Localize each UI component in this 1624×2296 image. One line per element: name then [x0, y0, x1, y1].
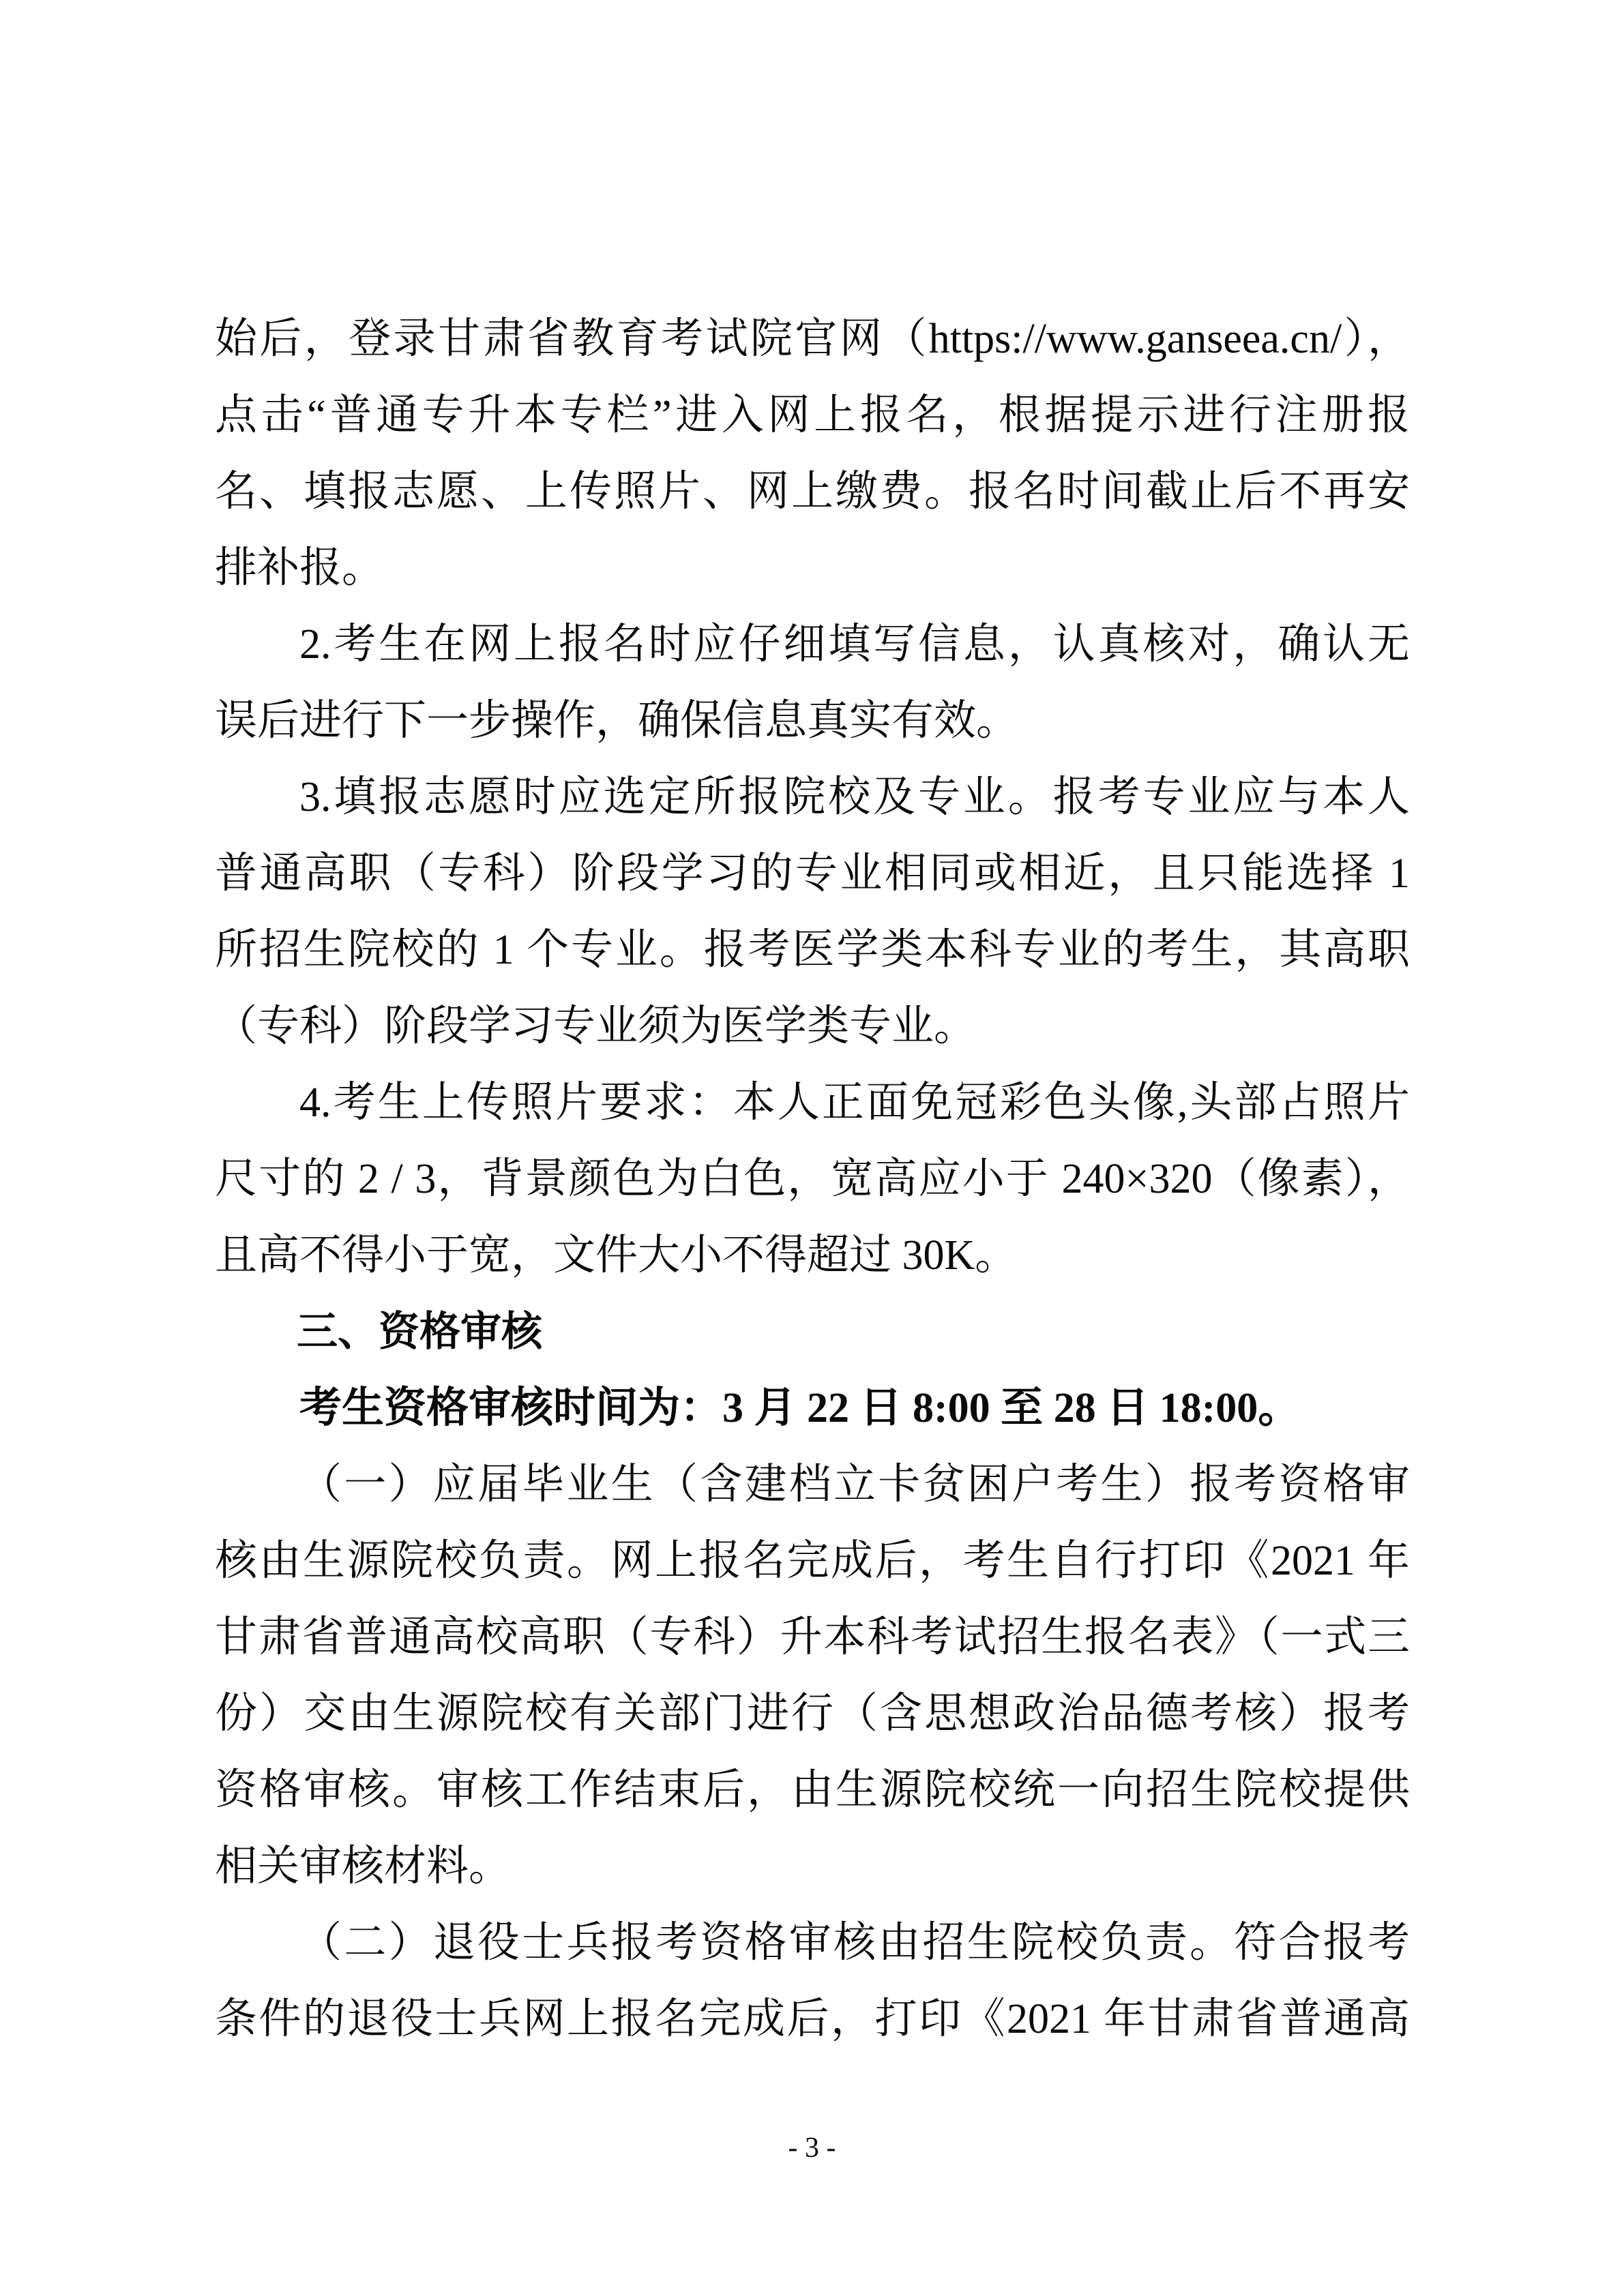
- text-line: 所招生院校的 1 个专业。报考医学类本科专业的考生，其高职: [215, 927, 1410, 973]
- text-line: 4.考生上传照片要求：本人正面免冠彩色头像,头部占照片: [299, 1079, 1410, 1126]
- text-line: 始后，登录甘肃省教育考试院官网（https://www.ganseea.cn/），: [215, 316, 1410, 362]
- text-line: 排补报。: [215, 545, 385, 591]
- text-line: 点击“普通专升本专栏”进入网上报名，根据提示进行注册报: [215, 392, 1410, 438]
- text-line: 相关审核材料。: [215, 1843, 512, 1890]
- text-line: 尺寸的 2 / 3，背景颜色为白色，宽高应小于 240×320（像素），: [215, 1156, 1410, 1202]
- text-line: 2.考生在网上报名时应仔细填写信息，认真核对，确认无: [299, 621, 1410, 668]
- section-heading: 三、资格审核: [297, 1309, 542, 1354]
- text-line: 核由生源院校负责。网上报名完成后，考生自行打印《2021 年: [215, 1538, 1410, 1584]
- text-line: 误后进行下一步操作，确保信息真实有效。: [215, 698, 1019, 744]
- text-line: 且高不得小于宽，文件大小不得超过 30K。: [215, 1232, 1018, 1279]
- text-line: 考生资格审核时间为：3 月 22 日 8:00 至 28 日 18:00。: [299, 1385, 1301, 1431]
- text-block: [215, 301, 1410, 2057]
- text-line: 普通高职（专科）阶段学习的专业相同或相近，且只能选择 1: [215, 850, 1410, 897]
- text-line: 3.填报志愿时应选定所报院校及专业。报考专业应与本人: [299, 774, 1410, 820]
- text-line: （专科）阶段学习专业须为医学类专业。: [215, 1003, 977, 1049]
- text-line: （二）退役士兵报考资格审核由招生院校负责。符合报考: [299, 1920, 1410, 1966]
- text-line: 条件的退役士兵网上报名完成后，打印《2021 年甘肃省普通高: [215, 1996, 1410, 2042]
- text-line: 名、填报志愿、上传照片、网上缴费。报名时间截止后不再安: [215, 468, 1410, 515]
- page-number: - 3 -: [788, 2132, 836, 2164]
- text-line: 份）交由生源院校有关部门进行（含思想政治品德考核）报考: [215, 1690, 1410, 1737]
- text-line: 资格审核。审核工作结束后，由生源院校统一向招生院校提供: [215, 1767, 1410, 1813]
- text-line: （一）应届毕业生（含建档立卡贫困户考生）报考资格审: [299, 1461, 1410, 1508]
- text-line: 甘肃省普通高校高职（专科）升本科考试招生报名表》（一式三: [215, 1614, 1410, 1660]
